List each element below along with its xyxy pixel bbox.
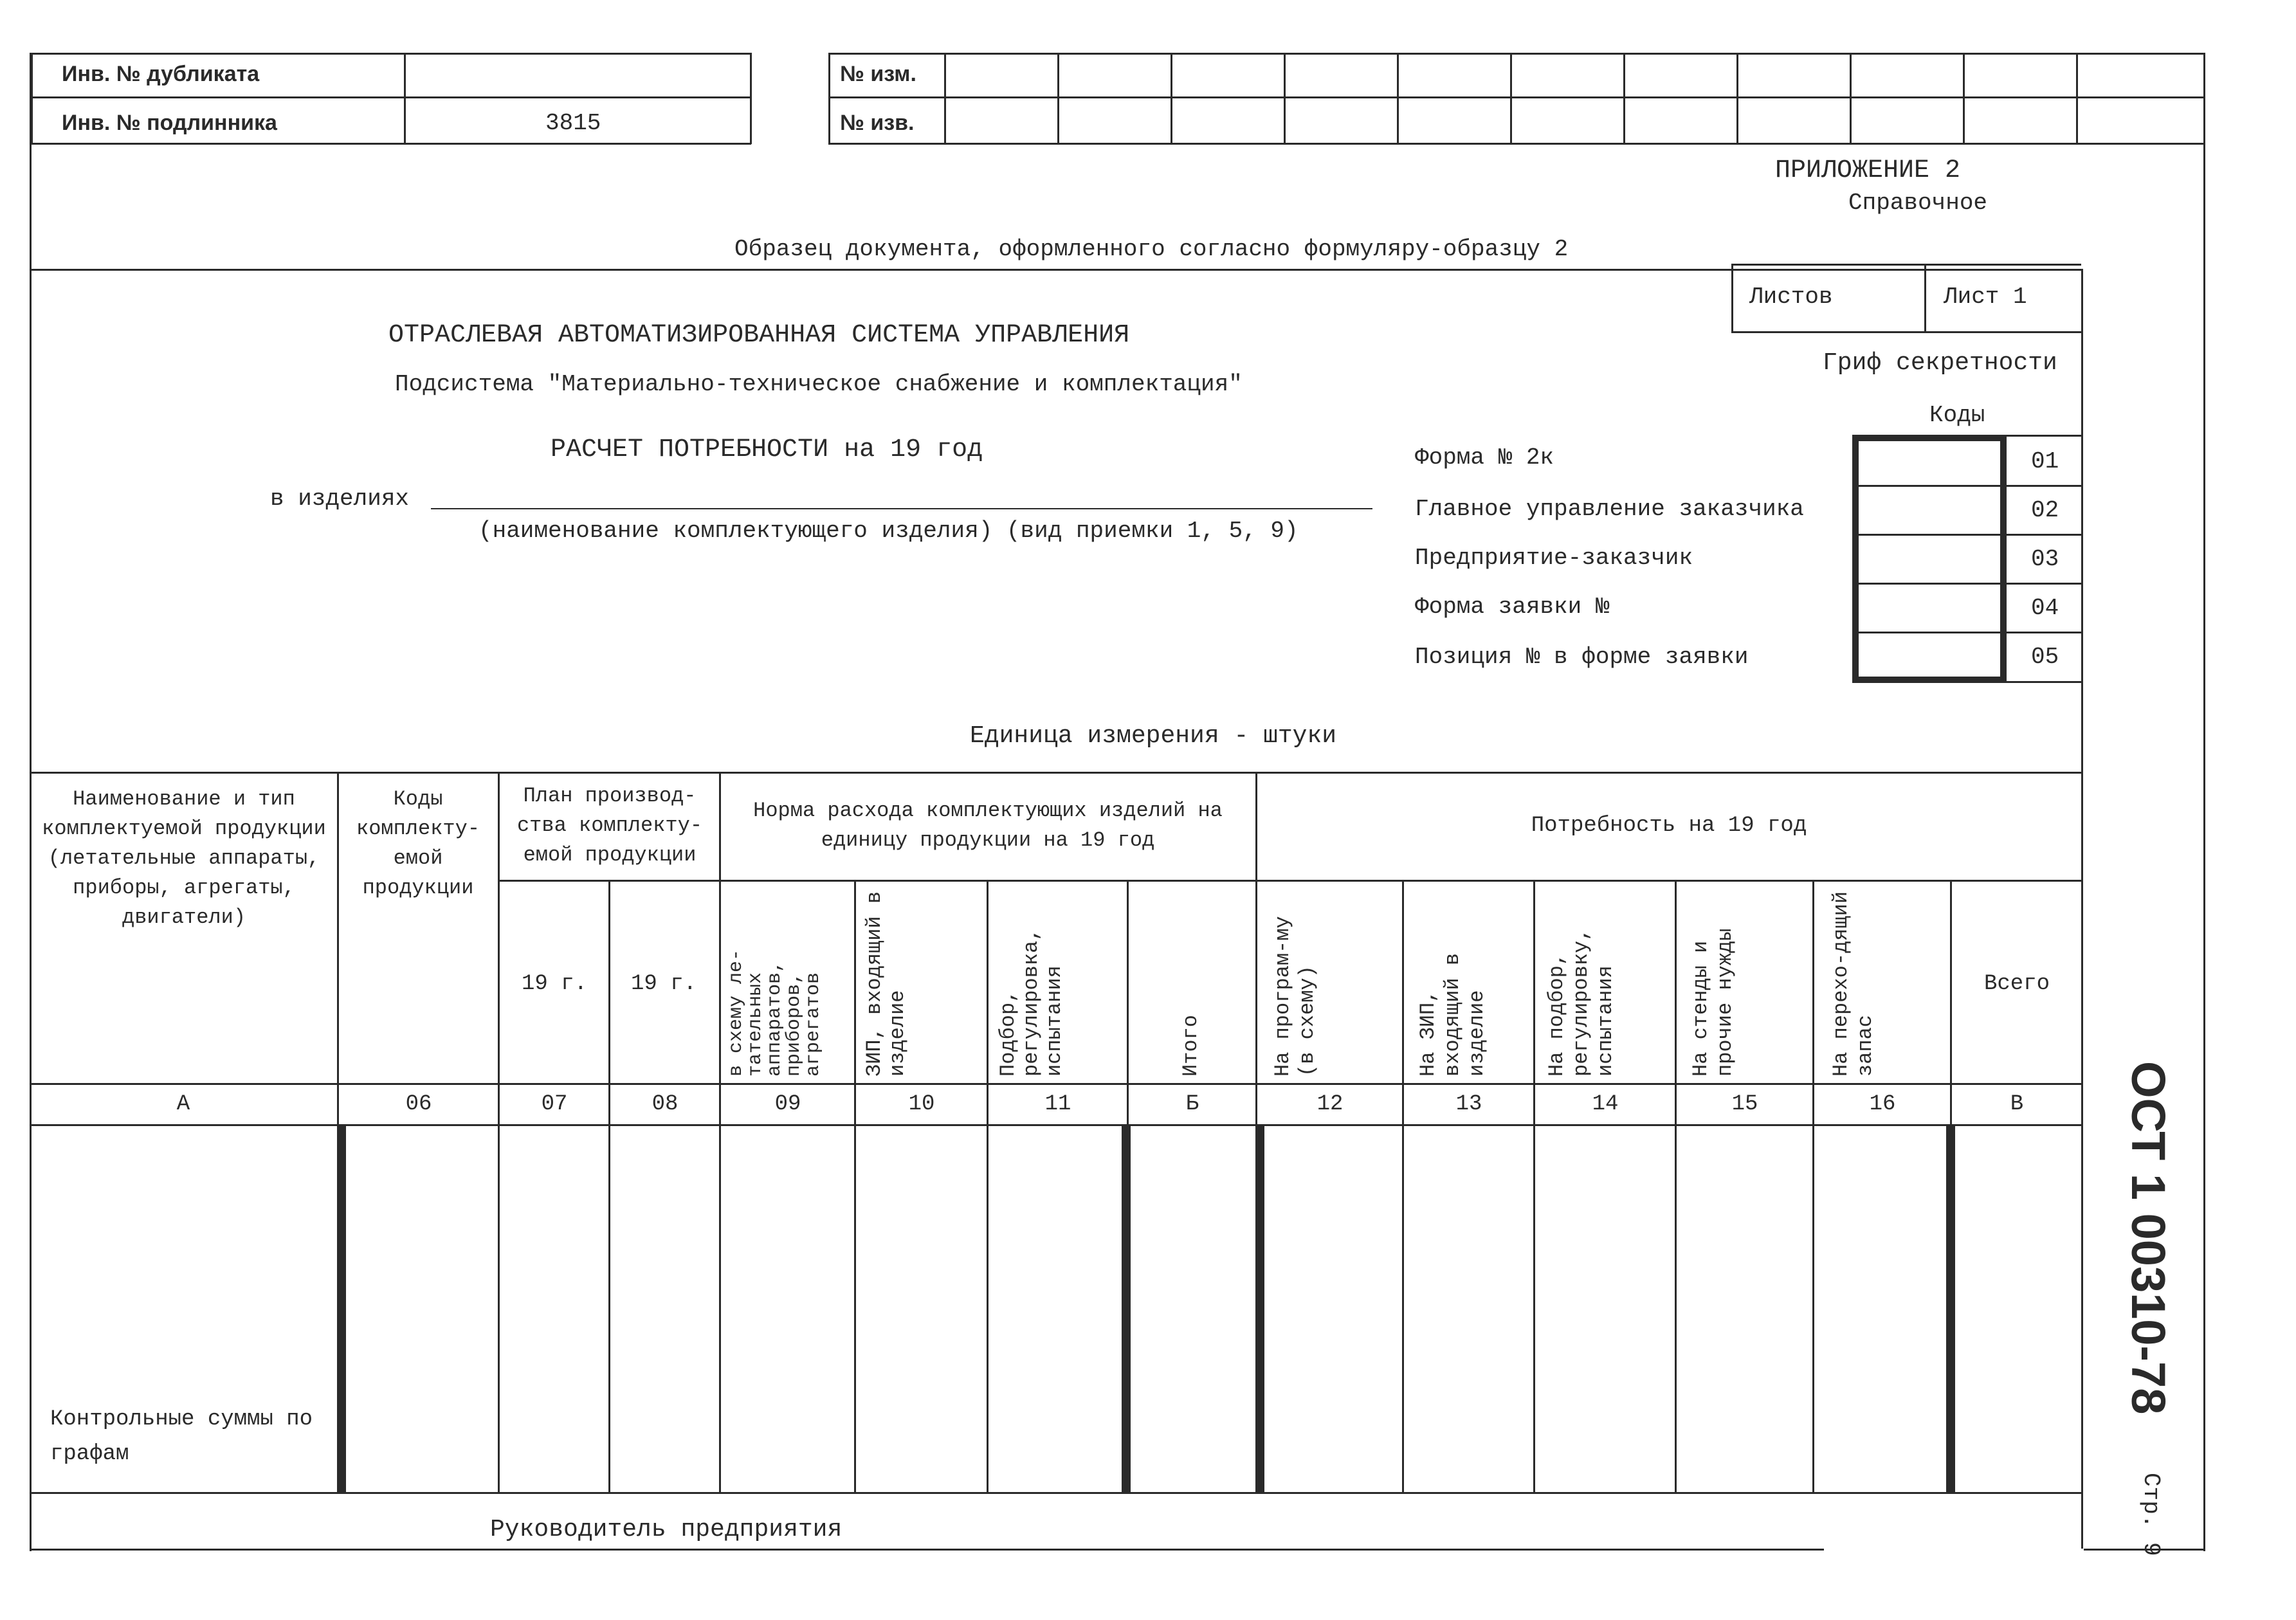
customer-enterprise-label: Предприятие-заказчик	[1415, 545, 1693, 571]
requirement-table	[30, 772, 2082, 1492]
izv-label: № изв.	[840, 111, 915, 135]
norm-col-adjust: Подбор, регулировка, испытания	[996, 928, 1066, 1077]
request-position-label: Позиция № в форме заявки	[1415, 644, 1749, 670]
control-sums-label: Контрольные суммы по графам	[50, 1407, 313, 1466]
plan-group-header: План производ-ства комплекту-емой продукции	[516, 784, 703, 867]
code-05: 05	[2031, 644, 2059, 670]
col-code-10: 10	[908, 1092, 935, 1116]
col-code-b: Б	[1185, 1092, 1199, 1116]
col-code-12: 12	[1317, 1092, 1344, 1116]
form-number-label: Форма № 2к	[1415, 444, 1554, 471]
need-col-carryover: На перехо-дящий запас	[1829, 891, 1877, 1077]
code-03: 03	[2031, 546, 2059, 572]
need-col-adjust: На подбор, регулировку, испытания	[1545, 928, 1617, 1077]
item-name-line	[431, 508, 1372, 509]
sheets-count-label: Листов	[1749, 284, 1833, 310]
secrecy-label: Гриф секретности	[1823, 349, 2057, 377]
item-hint: (наименование комплектующего изделия) (вид приемки 1, 5, 9)	[478, 518, 1298, 544]
customer-dept-label: Главное управление заказчика	[1415, 496, 1804, 522]
izm-label: № изм.	[840, 62, 916, 86]
codes-grid	[1852, 435, 2082, 683]
codes-label: Коды	[1929, 402, 1985, 428]
col-code-07: 07	[541, 1092, 568, 1116]
col-a-header: Наименование и тип комплектуемой продукции (летательные аппараты, приборы, агрегаты, двигатели)	[42, 787, 326, 929]
need-group-header: Потребность на 19 год	[1531, 814, 1807, 838]
col-code-13: 13	[1455, 1092, 1482, 1116]
unit-label: Единица измерения - штуки	[970, 722, 1337, 750]
code-04: 04	[2031, 595, 2059, 621]
system-title: ОТРАСЛЕВАЯ АВТОМАТИЗИРОВАННАЯ СИСТЕМА УПРАВЛЕНИЯ	[388, 321, 1130, 350]
norm-col-scheme: в схему ле-тательных аппаратов, приборов, агрегатов	[725, 949, 825, 1077]
norm-col-total: Итого	[1179, 1014, 1203, 1077]
orig-inv-value: 3815	[545, 110, 601, 136]
code-02: 02	[2031, 497, 2059, 523]
subsystem-title: Подсистема "Материально-техническое снабжение и комплектация"	[395, 371, 1243, 397]
col-code-06: 06	[405, 1092, 432, 1116]
page-number: Стр. 9	[2138, 1473, 2164, 1556]
col-code-a: А	[176, 1092, 190, 1116]
plan-year-1: 19 г.	[521, 972, 588, 996]
standard-code-text: ОСТ 1 00310-78	[2122, 1061, 2175, 1415]
col-code-08: 08	[651, 1092, 679, 1116]
need-col-stands: На стенды и прочие нужды	[1689, 928, 1737, 1077]
calc-title: РАСЧЕТ ПОТРЕБНОСТИ на 19 год	[551, 435, 983, 464]
col-code-11: 11	[1044, 1092, 1071, 1116]
sheet-number-label: Лист 1	[1944, 284, 2027, 310]
manager-signature-label: Руководитель предприятия	[490, 1516, 843, 1543]
appendix-subtitle: Справочное	[1848, 190, 1988, 216]
sheets-box	[1731, 264, 2081, 333]
sample-caption: Образец документа, оформленного согласно формуляру-образцу 2	[734, 236, 1569, 262]
norm-group-header: Норма расхода комплектующих изделий на единицу продукции на 19 год	[753, 799, 1223, 852]
dup-inv-label: Инв. № дубликата	[62, 62, 260, 86]
orig-inv-label: Инв. № подлинника	[62, 111, 277, 135]
col-code-v: В	[2010, 1092, 2024, 1116]
top-stamp	[31, 53, 2205, 144]
norm-col-zip: ЗИП, входящий в изделие	[862, 891, 909, 1077]
col-code-15: 15	[1731, 1092, 1758, 1116]
in-items-label: в изделиях	[270, 486, 410, 512]
col-code-16: 16	[1869, 1092, 1896, 1116]
total-header: Всего	[1983, 972, 2050, 996]
col-code-09: 09	[774, 1092, 801, 1116]
col-code-14: 14	[1592, 1092, 1619, 1116]
request-form-label: Форма заявки №	[1415, 594, 1610, 620]
appendix-title: ПРИЛОЖЕНИЕ 2	[1775, 156, 1961, 185]
code-01: 01	[2031, 448, 2059, 475]
col-codes-header: Коды комплекту-емой продукции	[356, 787, 480, 900]
need-col-program: На програм-му (в схему)	[1271, 916, 1319, 1077]
need-col-zip: На ЗИП, входящий в изделие	[1416, 952, 1489, 1077]
plan-year-2: 19 г.	[630, 972, 697, 996]
